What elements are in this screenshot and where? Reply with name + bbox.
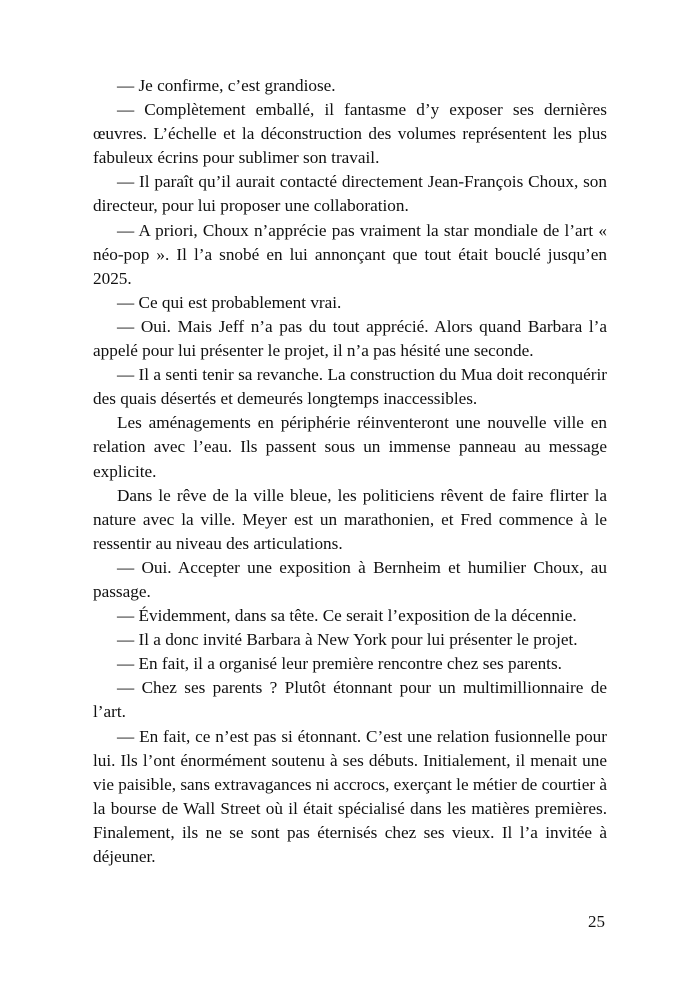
paragraph-11: — Évidemment, dans sa tête. Ce serait l’exposition de la décennie. bbox=[117, 606, 577, 626]
paragraph-6: — Oui. Mais Jeff n’a pas du tout apprécié. Alors quand Barbara l’a appelé pour lui présenter le projet, il n’a pas hésité une seconde. bbox=[93, 316, 607, 361]
paragraph-3: — Il paraît qu’il aurait contacté directement Jean-François Choux, son directeur, pour lui proposer une collaboration. bbox=[93, 172, 607, 216]
paragraph-1: — Je confirme, c’est grandiose. bbox=[117, 76, 336, 95]
paragraph-15: — En fait, ce n’est pas si étonnant. C’est une relation fusionnelle pour lui. Ils l’ont énormément soutenu à ses débuts. Initialement, il menait une vie paisible, sans extravagances ni accrocs, exerçant le métier de courtier à la bourse de Wall Street où il était spécialisé dans les matières premières. Finalement, ils ne se sont pas éternisés chez ses vieux. Il l’a invitée à déjeuner. bbox=[93, 726, 607, 866]
paragraph-4: — A priori, Choux n’apprécie pas vraiment la star mondiale de l’art « néo-pop ». Il l’a snobé en lui annonçant que tout était bouclé jusqu’en 2025. bbox=[93, 220, 607, 288]
page-body bbox=[93, 74, 607, 869]
paragraph-2: — Complètement emballé, il fantasme d’y exposer ses dernières œuvres. L’échelle et la déconstruction des volumes représentent les plus fabuleux écrins pour sublimer son travail. bbox=[93, 100, 607, 168]
paragraph-10: — Oui. Accepter une exposition à Bernheim et humilier Choux, au passage. bbox=[93, 557, 607, 601]
paragraph-5: — Ce qui est probablement vrai. bbox=[117, 292, 342, 312]
page-number: 25 bbox=[588, 912, 605, 931]
paragraph-9: Dans le rêve de la ville bleue, les politiciens rêvent de faire flirter la nature avec la ville. Meyer est un marathonien, et Fred commence à le ressentir au niveau des articulations. bbox=[93, 485, 607, 553]
paragraph-7: — Il a senti tenir sa revanche. La construction du Mua doit reconquérir des quais désertés et demeurés longtemps inaccessibles. bbox=[93, 365, 607, 409]
paragraph-14: — Chez ses parents ? Plutôt étonnant pour un multimillionnaire de l’art. bbox=[93, 678, 607, 722]
paragraph-13: — En fait, il a organisé leur première rencontre chez ses parents. bbox=[117, 654, 562, 674]
paragraph-8: Les aménagements en périphérie réinventeront une nouvelle ville en relation avec l’eau. Ils passent sous un immense panneau au message explicite. bbox=[93, 413, 607, 481]
paragraph-12: — Il a donc invité Barbara à New York pour lui présenter le projet. bbox=[117, 630, 578, 650]
